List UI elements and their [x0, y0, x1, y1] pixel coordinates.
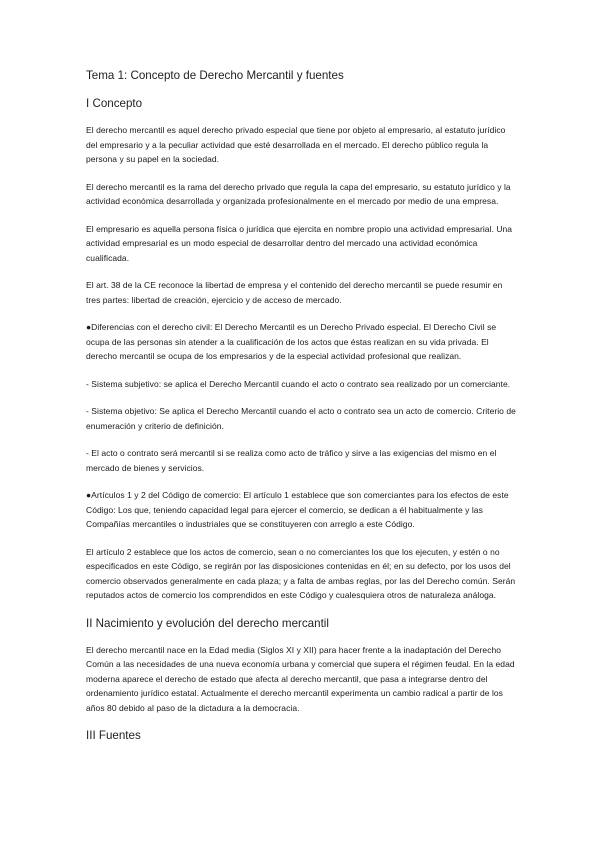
document-body: [86, 68, 518, 755]
section-heading-concepto: I Concepto: [86, 97, 143, 110]
paragraph: El derecho mercantil nace en la Edad media (Siglos XI y XII) para hacer frente a la inadaptación del Derecho Común a las necesidades de una nueva economía urbana y comercial que supera el régimen feudal. En la edad moderna aparece el derecho de estado que afecta al derecho mercantil, que pasa a integrarse dentro del ordenamiento jurídico estatal. Actualmente el derecho mercantil experimenta un cambio radical a partir de los años 80 debido al paso de la dictadura a la democracia.: [86, 644, 515, 713]
paragraph: El art. 38 de la CE reconoce la libertad de empresa y el contenido del derecho mercantil se puede resumir en tres partes: libertad de creación, ejercicio y de acceso de mercado.: [86, 280, 503, 305]
paragraph: El derecho mercantil es la rama del derecho privado que regula la capa del empresario, su estatuto jurídico y la actividad económica desarrollada y organizada profesionalmente en el mercado por medio de una empresa.: [86, 181, 511, 206]
paragraph: El empresario es aquella persona física o jurídica que ejercita en nombre propio una actividad empresarial. Una actividad empresarial es un modo especial de desarrollar dentro del mercado una actividad económica cualificada.: [86, 223, 513, 263]
section-heading-fuentes: III Fuentes: [86, 729, 141, 742]
paragraph-articulo-2: El artículo 2 establece que los actos de comercio, sean o no comerciantes los que los ejecuten, y estén o no especificados en este Código, se regirán por las disposiciones contenidas en él; en su defecto, por los usos del comercio observados generalmente en cada plaza; y a falta de ambas reglas, por las del Derecho común. Serán reputados actos de comercio los comprendidos en este Código y cualesquiera otros de naturaleza análoga.: [86, 546, 516, 600]
paragraph-articulos: ●Artículos 1 y 2 del Código de comercio: El artículo 1 establece que son comerciantes para los efectos de este Código: Los que, teniendo capacidad legal para ejercer el comercio, se dedican a él habitualmente y las Compañías mercantiles o industriales que se constituyeren con arreglo a este Código.: [86, 490, 509, 529]
paragraph: El derecho mercantil es aquel derecho privado especial que tiene por objeto al empresario, al estatuto jurídico del empresario y a la peculiar actividad que esté desarrollada en el mercado. El derecho público regula la persona y su papel en la sociedad.: [86, 125, 506, 164]
section-heading-nacimiento: II Nacimiento y evolución del derecho mercantil: [86, 616, 329, 630]
paragraph-sistema-subjetivo: - Sistema subjetivo: se aplica el Derecho Mercantil cuando el acto o contrato sea realizado por un comerciante.: [86, 378, 511, 389]
paragraph-diferencias: ●Diferencias con el derecho civil: El Derecho Mercantil es un Derecho Privado especial. El Derecho Civil se ocupa de las personas sin atender a la cualificación de los actos que éstas realizan en su vida privada. El derecho mercantil se ocupa de los empresarios y de la especial actividad profesional que realizan.: [86, 322, 497, 361]
paragraph-acto-contrato: - El acto o contrato será mercantil si se realiza como acto de tráfico y sirve a las exigencias del mismo en el mercado de bienes y servicios.: [86, 448, 497, 473]
document-title: Tema 1: Concepto de Derecho Mercantil y fuentes: [86, 69, 344, 82]
paragraph-sistema-objetivo: - Sistema objetivo: Se aplica el Derecho Mercantil cuando el acto o contrato sea un acto de comercio. Criterio de enumeración y criterio de definición.: [86, 406, 516, 431]
